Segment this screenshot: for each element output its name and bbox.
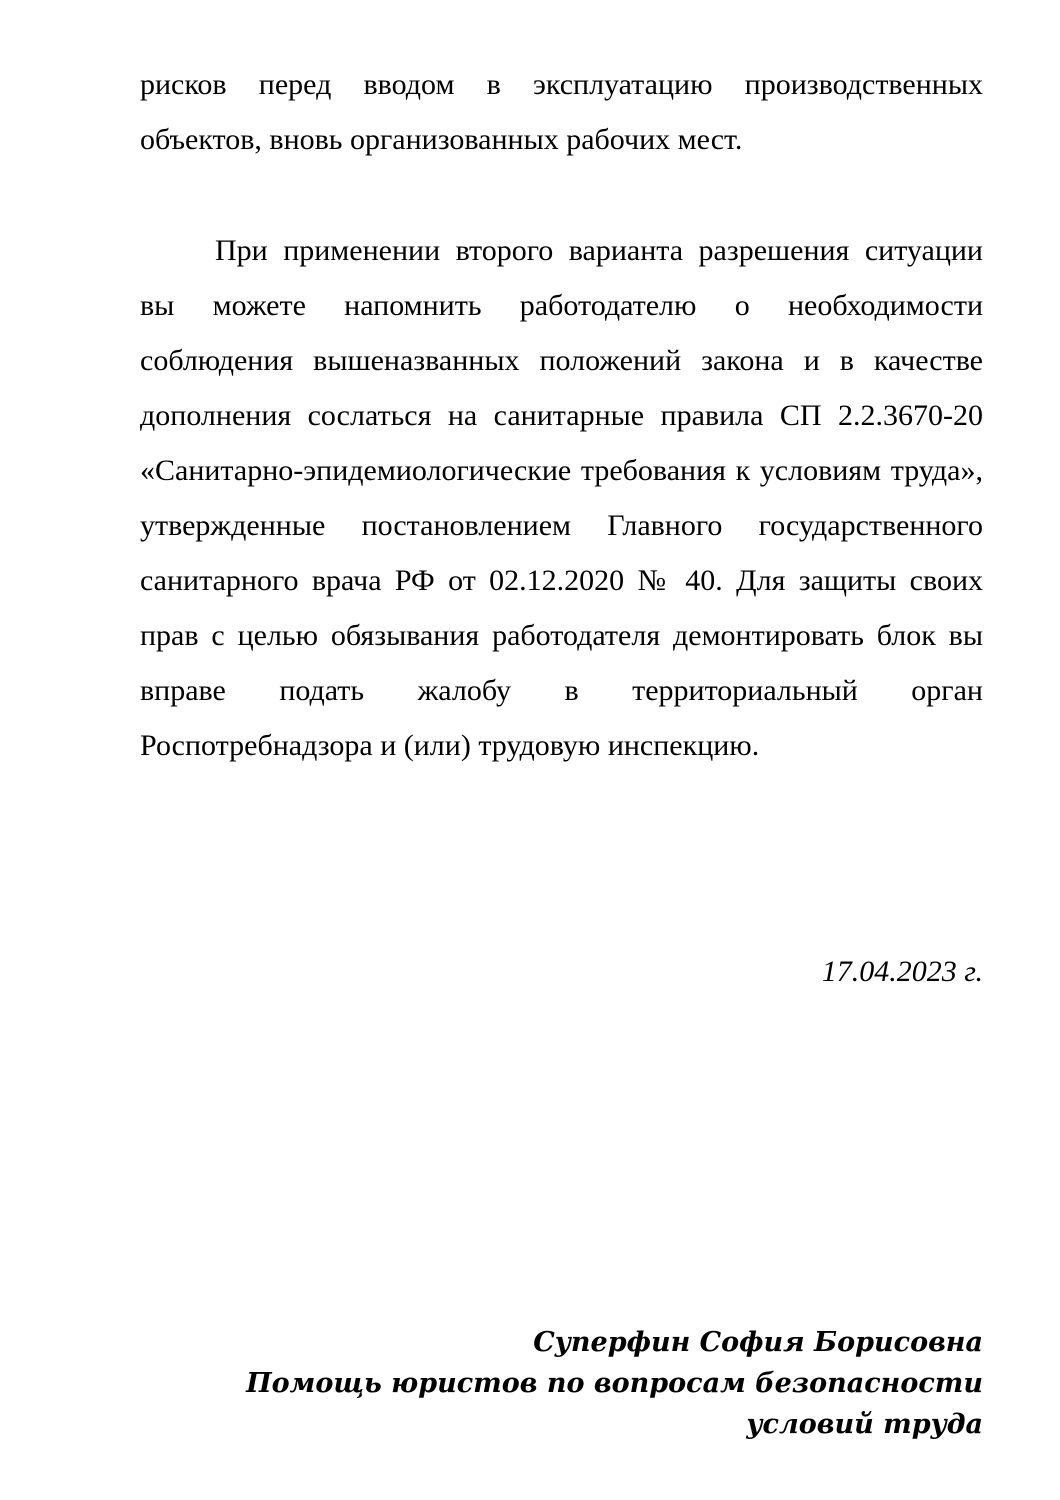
signature-block xyxy=(140,1322,983,1445)
paragraph-main: При применении второго варианта разрешения ситуации вы можете напомнить работодателю о необходимости соблюдения вышеназванных положений закона и в качестве дополнения сослаться на санитарные правила СП 2.2.3670-20 «Санитарно-эпидемиологические требования к условиям труда», утвержденные постановлением Главного государственного санитарного врача РФ от 02.12.2020 № 40. Для защиты своих прав с целью обязывания работодателя демонтировать блок вы вправе подать жалобу в территориальный орган Роспотребнадзора и (или) трудовую инспекцию. xyxy=(140,234,983,762)
paragraph-continuation: рисков перед вводом в эксплуатацию производственных объектов, вновь организованных рабочих мест. xyxy=(140,68,983,156)
signature-title-line-1: Помощь юристов по вопросам безопасности xyxy=(246,1368,983,1399)
signature-title-line-2: условий труда xyxy=(746,1409,983,1440)
signature-name: Суперфин София Борисовна xyxy=(533,1327,983,1358)
document-date: 17.04.2023 г. xyxy=(821,955,983,988)
